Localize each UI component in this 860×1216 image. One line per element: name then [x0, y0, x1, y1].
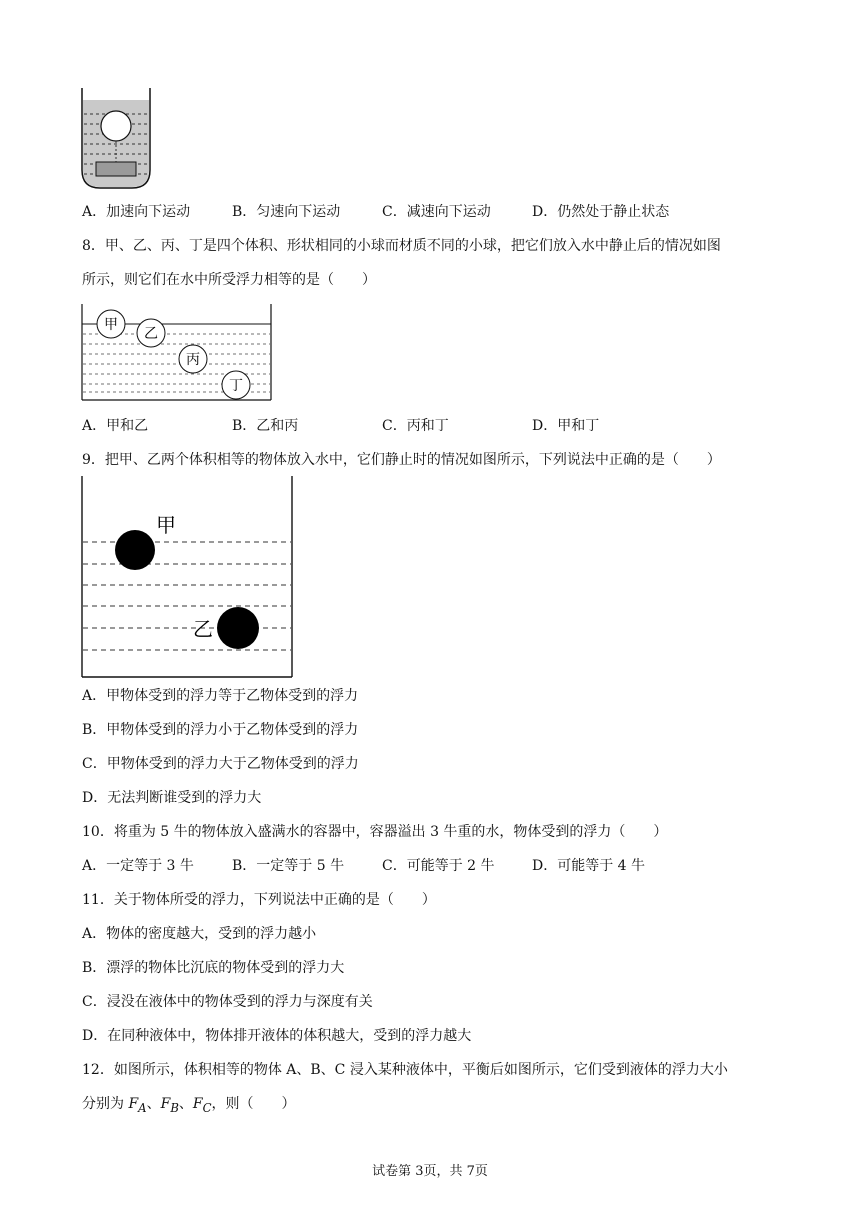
ball-bing [179, 345, 207, 373]
q10-option-d: D．可能等于 4 牛 [532, 858, 646, 874]
svg-text:丙: 丙 [186, 352, 200, 368]
svg-text:甲: 甲 [104, 317, 118, 333]
q7-option-c: C．减速向下运动 [382, 204, 491, 220]
q9-objects-figure [80, 476, 296, 680]
q12-stem-line1: 12．如图所示，体积相等的物体 A、B、C 浸入某种液体中，平衡后如图所示，它们受到液体的浮力大小 [82, 1062, 728, 1078]
ball-jia [97, 310, 125, 338]
q8-option-a: A．甲和乙 [82, 418, 149, 434]
q11-option-d: D．在同种液体中，物体排开液体的体积越大，受到的浮力越大 [82, 1028, 472, 1044]
svg-text:乙: 乙 [144, 326, 158, 342]
q8-option-b: B．乙和丙 [232, 418, 299, 434]
q9-option-d: D．无法判断谁受到的浮力大 [82, 790, 262, 806]
page-footer: 试卷第 3页，共 7页 [372, 1164, 488, 1179]
q11-option-b: B．漂浮的物体比沉底的物体受到的浮力大 [82, 960, 345, 976]
q8-stem-line1: 8．甲、乙、丙、丁是四个体积、形状相同的小球而材质不同的小球，把它们放入水中静止后的情况如图 [82, 238, 721, 254]
svg-text:丁: 丁 [229, 378, 243, 394]
q11-option-a: A．物体的密度越大，受到的浮力越小 [82, 926, 317, 942]
q8-option-c: C．丙和丁 [382, 418, 449, 434]
q10-option-a: A．一定等于 3 牛 [82, 858, 194, 874]
q9-option-b: B．甲物体受到的浮力小于乙物体受到的浮力 [82, 722, 359, 738]
q10-option-c: C．可能等于 2 牛 [382, 858, 495, 874]
object-yi [217, 607, 259, 649]
q10-option-b: B．一定等于 5 牛 [232, 858, 345, 874]
q7-option-a: A．加速向下运动 [82, 204, 191, 220]
q8-stem-line2: 所示，则它们在水中所受浮力相等的是（ ） [82, 272, 376, 288]
q7-option-d: D．仍然处于静止状态 [532, 204, 670, 220]
q7-beaker-figure [78, 88, 154, 192]
q11-option-c: C．浸没在液体中的物体受到的浮力与深度有关 [82, 994, 373, 1010]
q10-stem: 10．将重为 5 牛的物体放入盛满水的容器中，容器溢出 3 牛重的水，物体受到的浮力（ ） [82, 824, 668, 840]
q11-stem: 11．关于物体所受的浮力，下列说法中正确的是（ ） [82, 892, 436, 908]
label-yi: 乙 [193, 617, 213, 641]
q9-option-c: C．甲物体受到的浮力大于乙物体受到的浮力 [82, 756, 359, 772]
q9-stem: 9．把甲、乙两个体积相等的物体放入水中，它们静止时的情况如图所示，下列说法中正确的是（ ） [82, 452, 721, 468]
ball-yi [137, 319, 165, 347]
q12-stem-line2: 分别为 $F_A$、$F_B$、$F_C$，则（ ） [82, 1096, 296, 1115]
q8-option-d: D．甲和丁 [532, 418, 600, 434]
label-jia: 甲 [156, 513, 176, 537]
object-jia [115, 530, 155, 570]
q9-option-a: A．甲物体受到的浮力等于乙物体受到的浮力 [82, 688, 359, 704]
ball-ding [222, 371, 250, 399]
q8-balls-figure [80, 304, 274, 402]
q7-option-b: B．匀速向下运动 [232, 204, 341, 220]
